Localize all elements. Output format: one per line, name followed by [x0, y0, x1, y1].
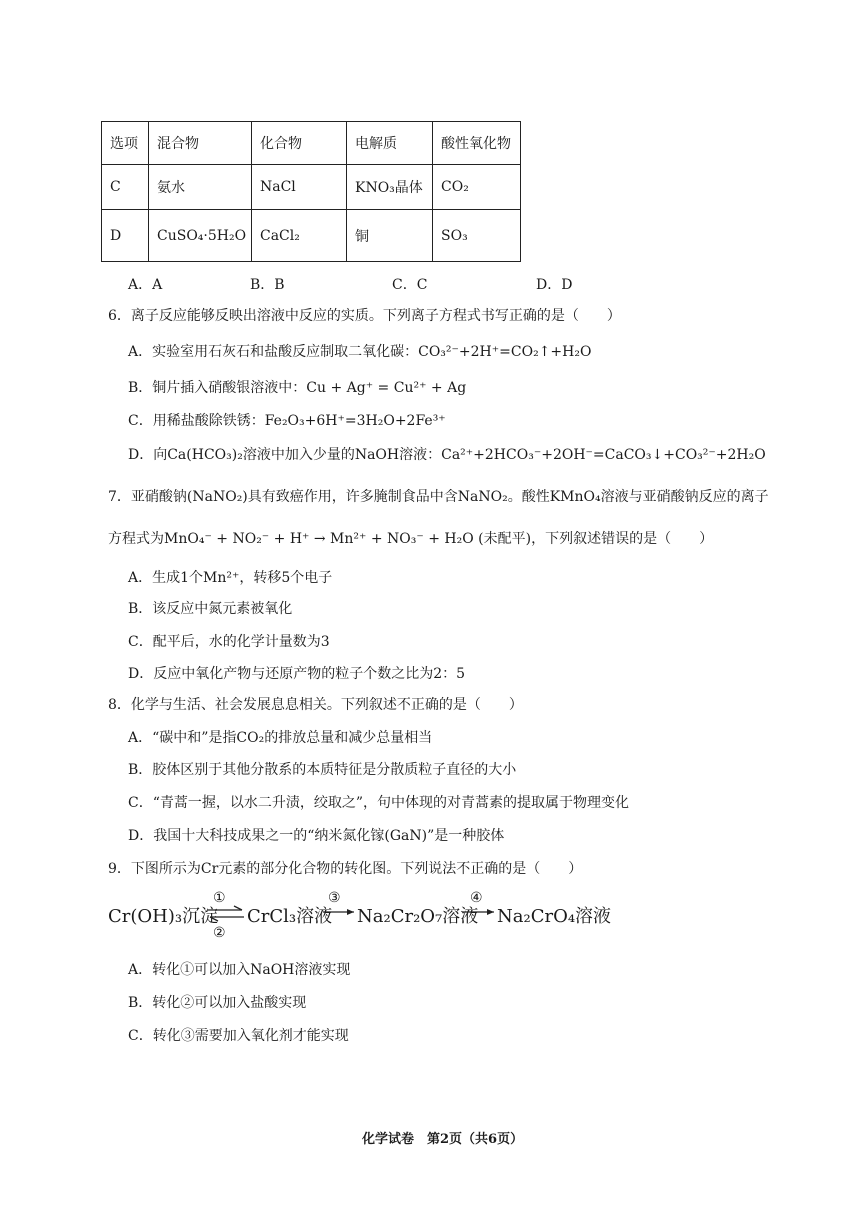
q9-option-a: A．转化①可以加入NaOH溶液实现 [128, 962, 351, 978]
q7-option-a: A．生成1个Mn²⁺，转移5个电子 [128, 570, 333, 586]
table-cell: CaCl₂ [252, 210, 347, 262]
q9-option-b: B．转化②可以加入盐酸实现 [128, 995, 307, 1011]
table-header-cell: 酸性氧化物 [433, 122, 521, 165]
arrow-right-icon [322, 907, 356, 917]
q5-choice-b: B．B [250, 277, 285, 293]
table-row [102, 165, 521, 210]
table-header-cell: 电解质 [347, 122, 433, 165]
scheme-step-1-label: ① [213, 890, 226, 906]
q8-option-a: A．“碳中和”是指CO₂的排放总量和减少总量相当 [128, 730, 433, 746]
q8-option-c: C．“青蒿一握，以水二升渍，绞取之”，句中体现的对青蒿素的提取属于物理变化 [128, 795, 630, 811]
q6-option-a: A．实验室用石灰石和盐酸反应制取二氧化碳：CO₃²⁻+2H⁺=CO₂↑+H₂O [128, 344, 592, 360]
q8-stem: 8．化学与生活、社会发展息息相关。下列叙述不正确的是（ ） [108, 697, 523, 713]
q7-option-b: B．该反应中氮元素被氧化 [128, 601, 293, 617]
table-header-row [102, 122, 521, 165]
table-cell: 铜 [347, 210, 433, 262]
table-cell: SO₃ [433, 210, 521, 262]
q5-choice-a: A．A [128, 277, 163, 293]
q8-option-d: D．我国十大科技成果之一的“纳米氮化镓(GaN)”是一种胶体 [128, 828, 505, 844]
q6-stem: 6．离子反应能够反映出溶液中反应的实质。下列离子方程式书写正确的是（ ） [108, 308, 621, 324]
q6-option-c: C．用稀盐酸除铁锈：Fe₂O₃+6H⁺=3H₂O+2Fe³⁺ [128, 413, 446, 429]
table-cell: 氨水 [149, 165, 252, 210]
scheme-na2cro4-solution: Na₂CrO₄溶液 [497, 906, 612, 927]
table-cell: KNO₃晶体 [347, 165, 433, 210]
table-cell: C [102, 165, 149, 210]
page-footer: 化学试卷 第2页（共6页） [362, 1132, 524, 1147]
scheme-step-2-label: ② [213, 925, 226, 941]
q7-stem-line1: 7．亚硝酸钠(NaNO₂)具有致癌作用，许多腌制食品中含NaNO₂。酸性KMnO₄溶液与亚硝酸钠反应的离子 [108, 489, 769, 505]
q7-stem-line2: 方程式为MnO₄⁻ + NO₂⁻ + H⁺ → Mn²⁺ + NO₃⁻ + H₂O (未配平)，下列叙述错误的是（ ） [108, 531, 714, 547]
scheme-step-3-label: ③ [328, 890, 341, 906]
table-cell: NaCl [252, 165, 347, 210]
q7-option-d: D．反应中氧化产物与还原产物的粒子个数之比为2：5 [128, 666, 466, 682]
q9-option-c: C．转化③需要加入氧化剂才能实现 [128, 1028, 349, 1044]
scheme-na2cr2o7-solution: Na₂Cr₂O₇溶液 [357, 906, 479, 927]
q5-choice-c: C．C [392, 277, 428, 293]
scheme-step-4-label: ④ [470, 890, 483, 906]
table-row [102, 210, 521, 262]
options-table [101, 121, 521, 262]
table-cell: CO₂ [433, 165, 521, 210]
q6-option-b: B．铜片插入硝酸银溶液中：Cu + Ag⁺ = Cu²⁺ + Ag [128, 380, 467, 396]
q9-stem: 9．下图所示为Cr元素的部分化合物的转化图。下列说法不正确的是（ ） [108, 861, 583, 877]
arrow-right-icon [462, 907, 496, 917]
scheme-cr-oh3-precipitate: Cr(OH)₃沉淀 [108, 906, 219, 927]
q8-option-b: B．胶体区别于其他分散系的本质特征是分散质粒子直径的大小 [128, 762, 517, 778]
table-cell: D [102, 210, 149, 262]
table-header-cell: 化合物 [252, 122, 347, 165]
q7-option-c: C．配平后，水的化学计量数为3 [128, 634, 330, 650]
table-cell: CuSO₄·5H₂O [149, 210, 252, 262]
q5-choice-d: D．D [536, 277, 573, 293]
q6-option-d: D．向Ca(HCO₃)₂溶液中加入少量的NaOH溶液：Ca²⁺+2HCO₃⁻+2OH⁻=CaCO₃↓+CO₃²⁻+2H₂O [128, 447, 766, 463]
reversible-arrow-icon [206, 905, 246, 923]
table-header-cell: 混合物 [149, 122, 252, 165]
scheme-crcl3-solution: CrCl₃溶液 [247, 906, 333, 927]
table-header-cell: 选项 [102, 122, 149, 165]
